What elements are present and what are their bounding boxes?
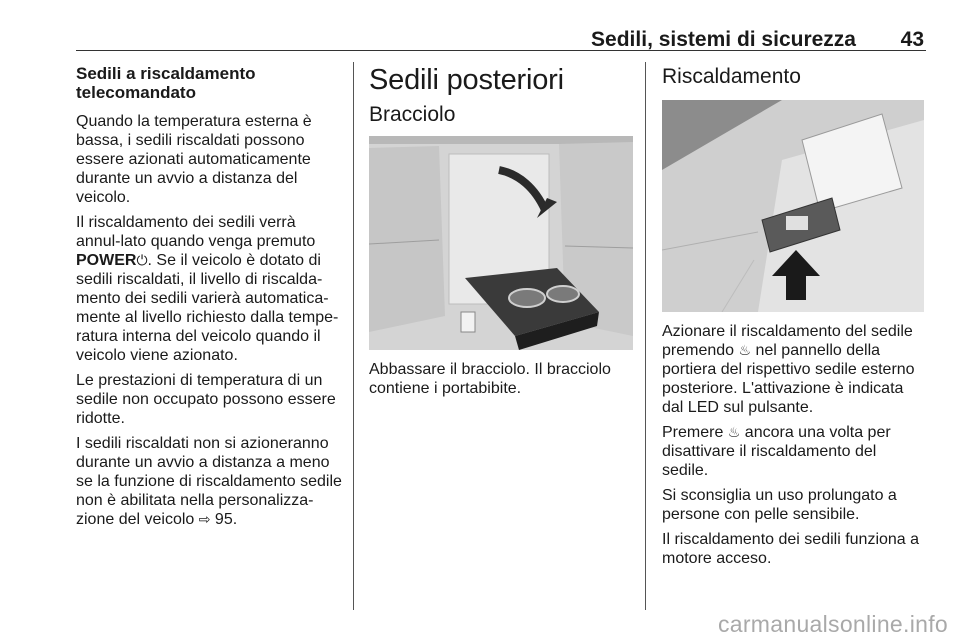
seat-heating-icon: ♨	[738, 342, 752, 358]
power-button-label: POWER	[76, 252, 137, 269]
column-divider-2	[645, 62, 646, 610]
section-title-large: Sedili posteriori	[369, 64, 564, 96]
column-rear-seats	[369, 64, 633, 404]
section-heading: Sedili a riscaldamento telecomandato	[76, 64, 256, 102]
seat-heating-icon: ♨	[727, 424, 741, 440]
column-heating	[662, 64, 924, 574]
page-reference-link[interactable]: 95.	[210, 511, 238, 528]
power-icon: ⏻	[136, 252, 148, 268]
section-title: Sedili, sistemi di sicurezza	[591, 28, 856, 51]
section-title-medium: Riscaldamento	[662, 65, 801, 88]
paragraph: Il riscaldamento dei sedili funziona a motore acceso.	[662, 531, 920, 567]
page-number: 43	[900, 28, 924, 51]
subsection-title: Bracciolo	[369, 103, 456, 126]
paragraph: Il riscaldamento dei sedili verrà annul-lato quando venga premuto POWER⏻. Se il veicolo è dotato di sedili riscaldati, il livello di riscalda-mento dei sedili varierà automatica-mente al livello richiesto dalla tempe-ratura interna del veicolo quando il veicolo viene azionato.	[76, 214, 339, 364]
header-rule	[76, 50, 926, 51]
paragraph: Azionare il riscaldamento del sedile premendo ♨ nel pannello della portiera del rispettivo sedile esterno posteriore. L'attivazione è indicata dal LED sul pulsante.	[662, 323, 915, 416]
armrest-illustration	[369, 136, 633, 350]
page-reference-icon: ⇨	[198, 511, 211, 527]
paragraph: Si sconsiglia un uso prolungato a persone con pelle sensibile.	[662, 487, 897, 523]
paragraph: Premere ♨ ancora una volta per disattivare il riscaldamento del sedile.	[662, 424, 891, 479]
column-remote-heated-seats	[76, 64, 344, 535]
paragraph: Le prestazioni di temperatura di un sedile non occupato possono essere ridotte.	[76, 372, 336, 427]
seat-heating-switch-illustration	[662, 100, 924, 312]
watermark: carmanualsonline.info	[717, 611, 948, 637]
paragraph: I sedili riscaldati non si azioneranno durante un avvio a distanza a meno se la funzione di riscaldamento sedile non è abilitata nella personalizza-zione del veicolo ⇨ 95.	[76, 435, 342, 528]
column-divider-1	[353, 62, 354, 610]
figure-caption: Abbassare il bracciolo. Il bracciolo contiene i portabibite.	[369, 361, 611, 397]
paragraph: Quando la temperatura esterna è bassa, i sedili riscaldati possono essere azionati automaticamente durante un avvio a distanza del veicolo.	[76, 113, 312, 206]
